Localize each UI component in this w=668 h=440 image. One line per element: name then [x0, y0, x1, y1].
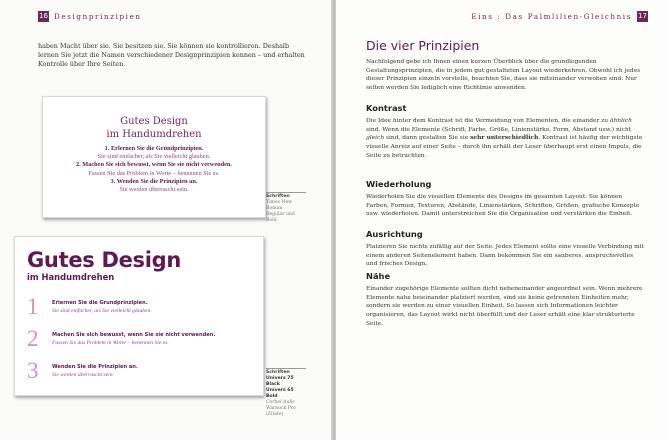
- card2-item-3-soft: Sie werden überrascht sein.: [52, 372, 114, 378]
- card2-item-1-strong: Erlernen Sie die Grundprinzipien.: [52, 300, 148, 306]
- card2-caption-line5: Warnock Pro (Zitate): [266, 406, 296, 417]
- left-page: [0, 0, 332, 440]
- card1-item-2-strong: 2. Machen Sie sich bewusst, wenn Sie sie nicht verwenden.: [75, 161, 233, 169]
- card2-item-2-number: 2: [27, 326, 39, 351]
- card2-item-1-number: 1: [27, 294, 39, 319]
- card1-item-1-soft: Sie sind einfacher, als Sie vielleicht glauben.: [97, 153, 211, 161]
- card2-caption-line2: Black: [266, 382, 280, 387]
- card2-caption-line3: Univers 65 Bold: [266, 388, 294, 399]
- text-kontrast-part-c: sind, dann gestalten Sie sie: [384, 135, 471, 142]
- card1-title-line2: im Handumdrehen: [106, 129, 202, 140]
- text-kontrast-em1: ähnlich: [609, 118, 632, 124]
- card2-caption-line4: Corbel Italic: [266, 400, 295, 405]
- running-head-right-text: Eins : Das Palmlilien-Gleichnis: [471, 11, 632, 21]
- card2-caption-label: Schriften: [266, 368, 306, 376]
- card2-item-2-soft: Fassen Sie das Problem in Worte – benennen Sie es.: [52, 340, 169, 346]
- section-heading: Die vier Prinzipien: [366, 38, 480, 53]
- card1-list: [43, 145, 265, 194]
- running-head-left-text: Designprinzipien: [54, 11, 142, 21]
- text-kontrast-bold: sehr unterschiedlich: [470, 134, 539, 142]
- card1-caption: [266, 192, 306, 224]
- text-ausrichtung: Platzieren Sie nichts zufällig auf der Seite. Jedes Element sollte eine visuelle Verbindung mit einem anderen Seitenelement haben. Dann bekommen Sie ein sauberes, anspruchsvolles und frisches Design.: [366, 244, 644, 268]
- card2-item-2-strong: Machen Sie sich bewusst, wenn Sie sie nicht verwenden.: [52, 332, 216, 338]
- card2-caption-line1: Univers 75: [266, 376, 294, 381]
- card2-item-3-number: 3: [27, 358, 39, 383]
- text-naehe: Einander zugehörige Elemente sollten dicht nebeneinander angeordnet sein. Wenn mehrere Elemente nahe beieinander platziert werden, sind sie keine getrennten Einheiten mehr, sondern sie werden zu einer visuellen Einheit. So lassen sich Informationen leichter organisieren, das Layout wirkt nicht überfüllt und der Leser erhält eine klar strukturierte Seite.: [366, 286, 643, 327]
- card1-item-3-soft: Sie werden überrascht sein.: [119, 186, 189, 194]
- card1-caption-line2: Regular und Bold: [266, 212, 295, 223]
- example-card-univers: [14, 236, 264, 396]
- card1-title: [43, 115, 265, 141]
- heading-wiederholung: Wiederholung: [366, 179, 432, 189]
- card1-item-3-strong: 3. Wenden Sie die Prinzipien an.: [110, 177, 198, 185]
- text-kontrast: [366, 117, 646, 161]
- page-number-left: 16: [39, 11, 48, 20]
- card1-item-2-soft: Fassen Sie das Problem in Worte – benennen Sie es.: [88, 169, 220, 177]
- principles-intro: Nachfolgend gebe ich Ihnen einen kurzen Überblick über die grundlegenden Gestaltungsprinzipien, die in jedem gut gestalteten Layout wiederkehren. Obwohl ich jedes dieser Prinzipien einzeln vorstelle, beachten Sie, dass sie miteinander verwoben sind. Nur selten werden Sie lediglich eine Richtlinie anwenden.: [366, 59, 641, 92]
- running-head-right: [471, 10, 648, 22]
- card1-caption-label: Schriften: [266, 192, 306, 200]
- text-kontrast-part-a: Die Idee hinter dem Kontrast ist die Vermeidung von Elementen, die einander zu: [366, 118, 610, 124]
- heading-naehe: Nähe: [366, 271, 391, 281]
- page-number-right: 17: [638, 11, 647, 20]
- card2-item-1-soft: Sie sind einfacher, als Sie vielleicht glauben.: [52, 308, 152, 314]
- text-kontrast-em2: gleich: [366, 135, 385, 142]
- card2-title: Gutes Design: [27, 248, 182, 272]
- card2-caption: [266, 368, 306, 418]
- text-kontrast-part-b: sind. Wenn die Elemente (Schrift, Farbe, Größe, Linienstärke, Form, Abstand usw.) nicht: [366, 126, 632, 133]
- right-page: [336, 0, 668, 440]
- left-intro-text: haben Macht über sie. Sie besitzen sie. Sie können sie kontrollieren. Deshalb lernen Sie jetzt die Namen verschiedener Designprinzipien kennen – und erhalten Kontrolle über Ihre Seiten.: [38, 42, 305, 68]
- text-kontrast-part-d: . Kontrast ist häufig der wichtigste visuelle Anreiz auf einer Seite – durch ihn erhält der Leser überhaupt erst einen Impuls, die Seite zu betrachten.: [366, 135, 643, 159]
- example-card-times: [42, 96, 266, 218]
- running-head-left: [38, 10, 142, 22]
- text-wiederholung: Wiederholen Sie die visuellen Elemente des Designs im gesamten Layout. Sie können Farben, Formen, Texturen, Abstände, Linienstärken, Schriften, Größen, grafische Konzepte usw. wiederholen. Damit unterstreichen Sie die Organisation und verstärken die Einheit.: [366, 194, 640, 218]
- heading-ausrichtung: Ausrichtung: [366, 229, 423, 239]
- card1-item-1-strong: 1. Erlernen Sie die Grundprinzipien.: [104, 145, 204, 152]
- card2-subtitle: im Handumdrehen: [27, 272, 115, 282]
- card1-caption-line1: Times New Roman: [266, 200, 293, 211]
- heading-kontrast: Kontrast: [366, 103, 407, 113]
- card2-item-3-strong: Wenden Sie die Prinzipien an.: [52, 364, 138, 370]
- card1-title-line1: Gutes Design: [120, 116, 188, 127]
